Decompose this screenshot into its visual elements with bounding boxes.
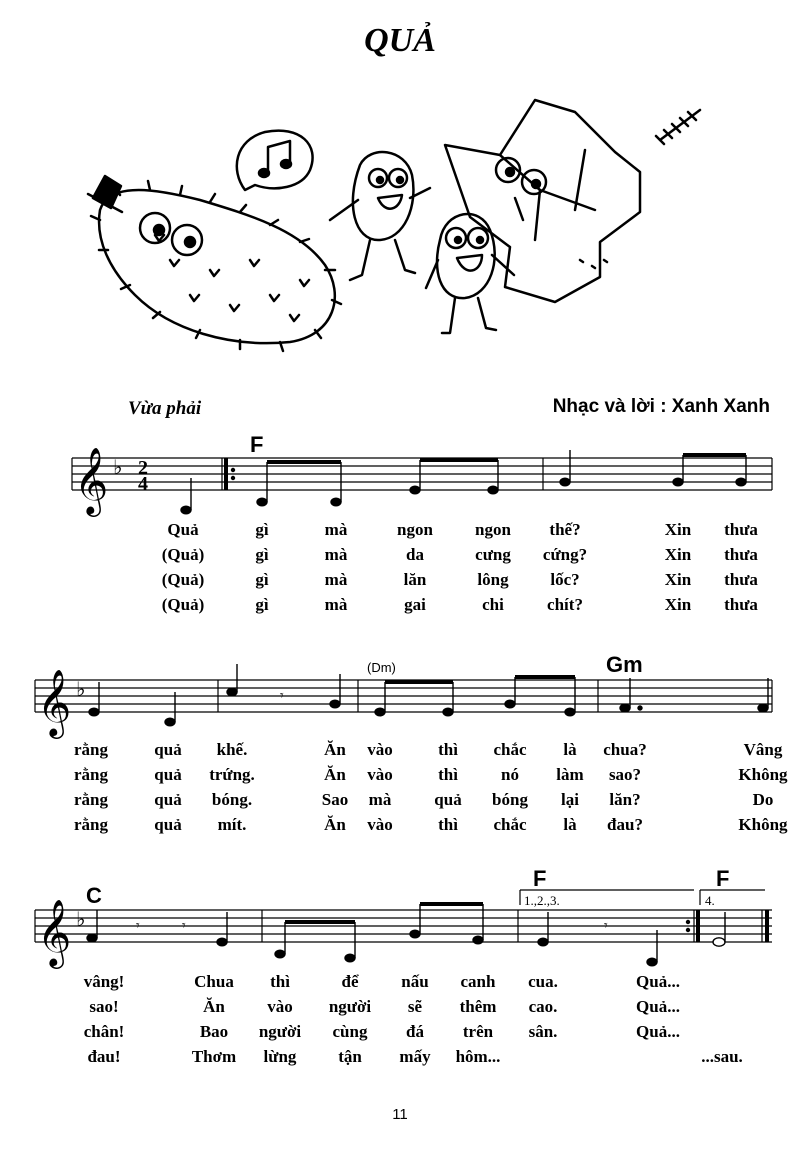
lyric-word: đau! (87, 1047, 121, 1066)
lyric-word: bóng. (211, 790, 253, 809)
lyric-word: thế? (549, 520, 581, 539)
lyric-word: rằng (74, 740, 108, 759)
lyric-word: đá (406, 1022, 424, 1041)
lyric-word: chân! (83, 1022, 125, 1041)
lyric-word: quả (154, 815, 182, 834)
tempo-marking: Vừa phải (128, 398, 202, 419)
lyric-word: lông (477, 570, 509, 589)
lyric-word: Bao (199, 1022, 229, 1041)
lyric-word: lừng (263, 1047, 297, 1066)
staff-system-3 (35, 890, 772, 942)
lyric-word: vào (367, 765, 393, 784)
lyric-word: Do (752, 790, 774, 809)
svg-text:𝄞: 𝄞 (37, 898, 72, 966)
lyric-word: thưa (724, 570, 758, 589)
time-sig-top: 2 (138, 457, 148, 479)
lyric-word: lăn (403, 570, 427, 589)
svg-text:𝄞: 𝄞 (74, 446, 109, 514)
lyric-word: chắc (493, 815, 527, 834)
lyric-word: Quả... (636, 1022, 680, 1041)
lyric-word: tận (338, 1047, 362, 1066)
lyric-word: thì (438, 740, 458, 759)
lyric-word: người (258, 1022, 302, 1041)
lyric-word: thì (438, 765, 458, 784)
chord-symbol: Gm (606, 652, 643, 677)
treble-clef-icon (37, 446, 108, 969)
lyric-word: quả (154, 765, 182, 784)
chord-symbol: F (716, 866, 730, 891)
lyric-word: lại (561, 790, 579, 809)
lyric-word: chít? (547, 595, 583, 614)
lyric-word: vào (267, 997, 293, 1016)
lyric-word: chua? (603, 740, 647, 759)
lyric-word: Xin (664, 520, 692, 539)
lyric-word: Xin (664, 545, 692, 564)
lyric-word: Sao (321, 790, 349, 809)
lyric-word: gì (255, 570, 269, 589)
time-sig-bottom: 4 (138, 473, 148, 495)
chord-symbol: F (250, 432, 264, 457)
lyric-word: Vâng (743, 740, 783, 759)
lyric-word: sao? (608, 765, 642, 784)
chord-symbol: C (86, 883, 102, 908)
lyric-word: gai (404, 595, 426, 614)
lyric-word: đau? (607, 815, 643, 834)
lyric-word: thì (270, 972, 290, 991)
lyric-word: Không (738, 815, 788, 834)
lyric-word: nó (501, 765, 519, 784)
lyric-word: rằng (74, 815, 108, 834)
page-number: 11 (392, 1106, 408, 1123)
lyric-word: cưng (475, 545, 511, 564)
lyric-word: người (328, 997, 372, 1016)
lyric-word: mấy (399, 1047, 431, 1066)
svg-text:♭: ♭ (76, 907, 86, 931)
lyric-word: (Quả) (161, 595, 205, 614)
lyric-word: làm (556, 765, 584, 784)
lyric-word: là (563, 740, 577, 759)
lyric-word: khế. (216, 740, 248, 759)
lyric-word: thưa (724, 520, 758, 539)
lyric-word: sẽ (407, 997, 423, 1016)
lyric-word: Xin (664, 595, 692, 614)
lyric-word: lốc? (550, 570, 580, 589)
lyric-word: rằng (74, 790, 108, 809)
chord-symbol: F (533, 866, 547, 891)
lyric-word: cua. (528, 972, 558, 991)
lyric-word: lăn? (609, 790, 641, 809)
lyric-word: ngon (397, 520, 433, 539)
lyric-word: vâng! (83, 972, 125, 991)
lyric-word: mà (324, 570, 348, 589)
lyric-word: ngon (475, 520, 511, 539)
lyric-word: quả (154, 740, 182, 759)
lyric-word: cao. (528, 997, 558, 1016)
lyric-word: quả (434, 790, 462, 809)
notes-system-2 (89, 664, 768, 726)
lyric-word: bóng (492, 790, 528, 809)
lyric-word: nấu (401, 972, 429, 991)
lyric-word: thêm (459, 997, 497, 1016)
lyric-word: trứng. (209, 765, 255, 784)
staff-system-1 (72, 458, 772, 490)
lyric-word: sao! (89, 997, 119, 1016)
lyric-word: sân. (528, 1022, 558, 1041)
lyric-word: da (406, 545, 424, 564)
lyric-word: thưa (724, 595, 758, 614)
lyric-word: Ăn (324, 740, 346, 759)
lyric-word: Chua (194, 972, 234, 991)
lyric-word: Xin (664, 570, 692, 589)
lyric-word: mà (324, 545, 348, 564)
lyric-word: rằng (74, 765, 108, 784)
lyric-word: để (341, 972, 359, 991)
lyric-word: Quả (167, 520, 199, 539)
svg-text:𝄾: 𝄾 (604, 918, 608, 934)
lyric-word: Ăn (324, 765, 346, 784)
lyric-word: Ăn (324, 815, 346, 834)
volta-first-ending: 1.,2.,3. (524, 893, 560, 908)
chord-symbol: (Dm) (367, 660, 396, 675)
lyric-word: gì (255, 520, 269, 539)
lyric-word: là (563, 815, 577, 834)
lyric-word: mà (324, 520, 348, 539)
lyric-word: gì (255, 595, 269, 614)
lyric-word: trên (462, 1022, 494, 1041)
lyric-word: mà (368, 790, 392, 809)
lyric-word: mà (324, 595, 348, 614)
lyric-word: ...sau. (701, 1047, 743, 1066)
composer-credit: Nhạc và lời : Xanh Xanh (552, 396, 770, 417)
lyric-word: thì (438, 815, 458, 834)
lyric-word: mít. (217, 815, 247, 834)
lyric-word: vào (367, 815, 393, 834)
lyric-word: chi (482, 595, 504, 614)
lyric-word: cùng (332, 1022, 368, 1041)
lyric-word: hôm... (455, 1047, 501, 1066)
svg-text:♭: ♭ (113, 455, 123, 479)
notes-system-3 (87, 904, 725, 966)
lyric-word: Không (738, 765, 788, 784)
lyric-word: thưa (724, 545, 758, 564)
lyric-word: chắc (493, 740, 527, 759)
svg-text:♭: ♭ (76, 677, 86, 701)
lyric-word: Ăn (203, 997, 225, 1016)
lyric-word: gì (255, 545, 269, 564)
lyric-word: canh (460, 972, 496, 991)
staff-system-2 (35, 680, 772, 712)
lyric-word: quả (154, 790, 182, 809)
lyric-word: Quả... (636, 972, 680, 991)
svg-text:𝄾: 𝄾 (182, 918, 186, 934)
lyric-word: cứng? (542, 545, 588, 564)
lyric-word: (Quả) (161, 570, 205, 589)
lyric-word: Thơm (191, 1047, 237, 1066)
song-title: QUẢ (364, 22, 436, 59)
lyric-word: vào (367, 740, 393, 759)
lyric-word: Quả... (636, 997, 680, 1016)
svg-text:𝄾: 𝄾 (136, 918, 140, 934)
svg-text:𝄞: 𝄞 (37, 668, 72, 736)
volta-fourth-ending: 4. (705, 893, 715, 908)
svg-text:𝄾: 𝄾 (280, 688, 284, 704)
lyric-word: (Quả) (161, 545, 205, 564)
